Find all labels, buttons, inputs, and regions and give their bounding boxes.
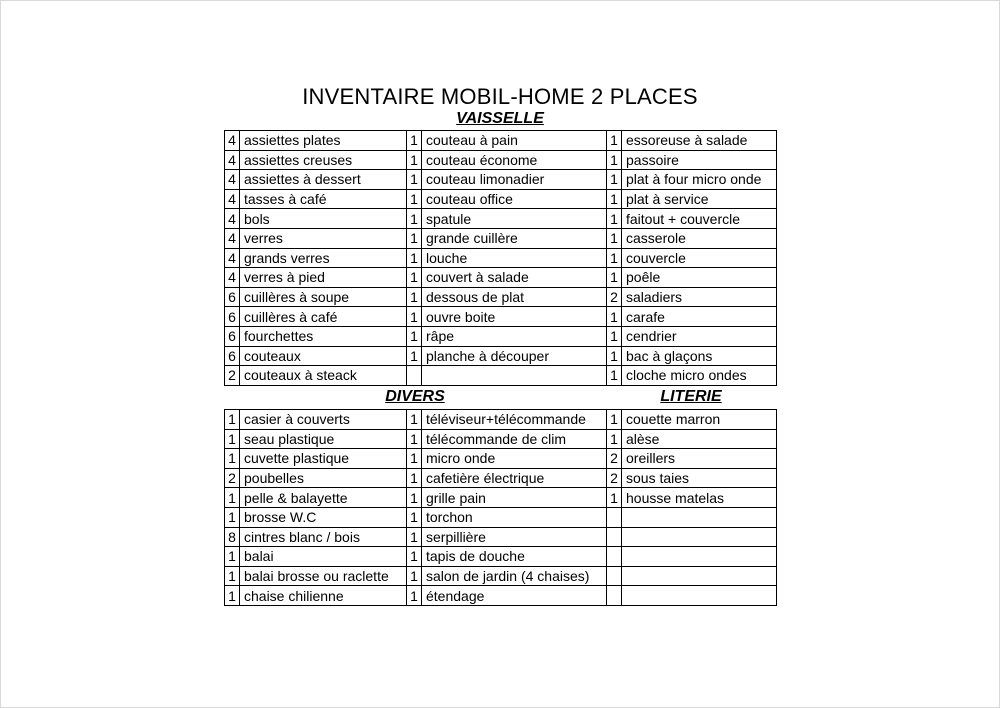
table-row <box>225 507 777 527</box>
item-name: chaise chilienne <box>240 586 407 606</box>
item-name <box>622 527 777 547</box>
item-quantity: 1 <box>407 268 422 288</box>
item-quantity: 1 <box>407 228 422 248</box>
item-quantity: 1 <box>407 209 422 229</box>
item-quantity: 1 <box>225 410 240 430</box>
item-name: cendrier <box>622 326 777 346</box>
item-quantity: 6 <box>225 287 240 307</box>
item-quantity: 1 <box>407 468 422 488</box>
item-name: balai brosse ou raclette <box>240 566 407 586</box>
item-quantity: 1 <box>225 488 240 508</box>
item-quantity: 1 <box>607 429 622 449</box>
item-name: grands verres <box>240 248 407 268</box>
table-row <box>225 326 777 346</box>
item-quantity <box>407 366 422 386</box>
item-name: pelle & balayette <box>240 488 407 508</box>
table-row <box>225 209 777 229</box>
item-name: couteau économe <box>422 150 607 170</box>
item-name: fourchettes <box>240 326 407 346</box>
item-name: assiettes à dessert <box>240 170 407 190</box>
table-row <box>225 248 777 268</box>
item-name: plat à service <box>622 189 777 209</box>
item-name: couteaux <box>240 346 407 366</box>
item-name: grille pain <box>422 488 607 508</box>
item-name: balai <box>240 547 407 567</box>
item-name: assiettes creuses <box>240 150 407 170</box>
item-quantity: 1 <box>607 150 622 170</box>
section-heading-literie: LITERIE <box>660 388 722 405</box>
table-row <box>225 189 777 209</box>
table-row <box>225 366 777 386</box>
table-row <box>225 346 777 366</box>
table-row <box>225 228 777 248</box>
item-name: poubelles <box>240 468 407 488</box>
item-name: télécommande de clim <box>422 429 607 449</box>
item-name: couteaux à steack <box>240 366 407 386</box>
item-name: faitout + couvercle <box>622 209 777 229</box>
item-quantity: 2 <box>225 468 240 488</box>
item-name: serpillière <box>422 527 607 547</box>
section-heading-divers: DIVERS <box>385 388 445 405</box>
table-row <box>225 547 777 567</box>
item-quantity: 1 <box>407 131 422 151</box>
item-quantity: 1 <box>407 410 422 430</box>
item-name: couteau à pain <box>422 131 607 151</box>
item-quantity: 1 <box>407 449 422 469</box>
item-quantity: 4 <box>225 131 240 151</box>
item-name <box>622 566 777 586</box>
item-name: tapis de douche <box>422 547 607 567</box>
item-quantity: 4 <box>225 268 240 288</box>
item-quantity: 1 <box>607 189 622 209</box>
section-heading-vaisselle: VAISSELLE <box>456 110 544 127</box>
item-quantity: 1 <box>407 346 422 366</box>
item-name: étendage <box>422 586 607 606</box>
item-name: téléviseur+télécommande <box>422 410 607 430</box>
item-name: râpe <box>422 326 607 346</box>
item-quantity: 1 <box>225 449 240 469</box>
table-row <box>225 170 777 190</box>
item-quantity: 1 <box>407 488 422 508</box>
item-quantity: 1 <box>607 410 622 430</box>
item-name: micro onde <box>422 449 607 469</box>
item-quantity: 6 <box>225 346 240 366</box>
item-name: plat à four micro onde <box>622 170 777 190</box>
item-quantity: 2 <box>225 366 240 386</box>
item-quantity: 4 <box>225 170 240 190</box>
item-quantity <box>607 566 622 586</box>
item-quantity: 1 <box>407 307 422 327</box>
item-quantity: 1 <box>225 547 240 567</box>
table-row <box>225 586 777 606</box>
table-row <box>225 429 777 449</box>
item-quantity: 1 <box>225 586 240 606</box>
table-row <box>225 150 777 170</box>
item-quantity: 1 <box>225 429 240 449</box>
item-name: cafetière électrique <box>422 468 607 488</box>
item-name: tasses à café <box>240 189 407 209</box>
item-quantity: 1 <box>607 488 622 508</box>
item-quantity: 1 <box>407 566 422 586</box>
item-quantity: 1 <box>407 547 422 567</box>
item-quantity: 1 <box>607 209 622 229</box>
item-name: spatule <box>422 209 607 229</box>
item-name: passoire <box>622 150 777 170</box>
item-name: casier à couverts <box>240 410 407 430</box>
item-name: bols <box>240 209 407 229</box>
item-quantity: 1 <box>607 366 622 386</box>
item-name: brosse W.C <box>240 507 407 527</box>
table-row <box>225 410 777 430</box>
item-quantity: 1 <box>607 228 622 248</box>
item-name: cloche micro ondes <box>622 366 777 386</box>
item-quantity: 4 <box>225 248 240 268</box>
item-name: couvercle <box>622 248 777 268</box>
divers-literie-table <box>224 409 777 606</box>
item-quantity: 1 <box>607 346 622 366</box>
item-name <box>422 366 607 386</box>
item-quantity: 6 <box>225 307 240 327</box>
item-name: cintres blanc / bois <box>240 527 407 547</box>
item-name: ouvre boite <box>422 307 607 327</box>
item-quantity <box>607 586 622 606</box>
item-quantity: 2 <box>607 287 622 307</box>
item-name: verres <box>240 228 407 248</box>
item-quantity: 1 <box>407 326 422 346</box>
item-name: cuillères à café <box>240 307 407 327</box>
item-quantity: 1 <box>407 287 422 307</box>
item-name <box>622 586 777 606</box>
item-quantity: 1 <box>407 150 422 170</box>
item-name: couette marron <box>622 410 777 430</box>
item-name: torchon <box>422 507 607 527</box>
item-name: cuillères à soupe <box>240 287 407 307</box>
item-name: sous taies <box>622 468 777 488</box>
item-quantity: 1 <box>607 170 622 190</box>
item-quantity: 8 <box>225 527 240 547</box>
vaisselle-table <box>224 130 777 386</box>
table-row <box>225 449 777 469</box>
item-name <box>622 547 777 567</box>
item-quantity: 1 <box>407 586 422 606</box>
item-name: couteau office <box>422 189 607 209</box>
item-name: couvert à salade <box>422 268 607 288</box>
item-name: grande cuillère <box>422 228 607 248</box>
item-quantity: 1 <box>407 170 422 190</box>
item-quantity: 2 <box>607 449 622 469</box>
table-row <box>225 488 777 508</box>
item-quantity: 1 <box>407 248 422 268</box>
item-name: poêle <box>622 268 777 288</box>
item-name: seau plastique <box>240 429 407 449</box>
item-quantity: 1 <box>607 248 622 268</box>
item-name <box>622 507 777 527</box>
item-quantity: 4 <box>225 228 240 248</box>
item-quantity: 1 <box>607 326 622 346</box>
item-quantity <box>607 527 622 547</box>
table-row <box>225 527 777 547</box>
document-title: INVENTAIRE MOBIL-HOME 2 PLACES <box>302 84 698 109</box>
item-quantity: 6 <box>225 326 240 346</box>
item-name: assiettes plates <box>240 131 407 151</box>
item-quantity: 1 <box>225 507 240 527</box>
item-quantity: 4 <box>225 189 240 209</box>
item-quantity: 1 <box>225 566 240 586</box>
item-name: saladiers <box>622 287 777 307</box>
item-name: carafe <box>622 307 777 327</box>
item-quantity: 2 <box>607 468 622 488</box>
item-name: planche à découper <box>422 346 607 366</box>
item-name: oreillers <box>622 449 777 469</box>
table-row <box>225 287 777 307</box>
item-name: housse matelas <box>622 488 777 508</box>
table-row <box>225 468 777 488</box>
item-name: alèse <box>622 429 777 449</box>
table-row <box>225 268 777 288</box>
item-name: louche <box>422 248 607 268</box>
item-name: verres à pied <box>240 268 407 288</box>
item-quantity: 1 <box>607 307 622 327</box>
item-name: cuvette plastique <box>240 449 407 469</box>
item-name: couteau limonadier <box>422 170 607 190</box>
item-quantity: 1 <box>407 507 422 527</box>
item-quantity: 1 <box>607 131 622 151</box>
table-row <box>225 566 777 586</box>
item-quantity: 1 <box>407 189 422 209</box>
item-quantity: 4 <box>225 150 240 170</box>
item-quantity <box>607 547 622 567</box>
table-row <box>225 131 777 151</box>
item-name: essoreuse à salade <box>622 131 777 151</box>
table-row <box>225 307 777 327</box>
item-quantity: 4 <box>225 209 240 229</box>
item-quantity: 1 <box>607 268 622 288</box>
item-quantity: 1 <box>407 429 422 449</box>
item-quantity: 1 <box>407 527 422 547</box>
item-quantity <box>607 507 622 527</box>
item-name: salon de jardin (4 chaises) <box>422 566 607 586</box>
item-name: bac à glaçons <box>622 346 777 366</box>
item-name: dessous de plat <box>422 287 607 307</box>
item-name: casserole <box>622 228 777 248</box>
